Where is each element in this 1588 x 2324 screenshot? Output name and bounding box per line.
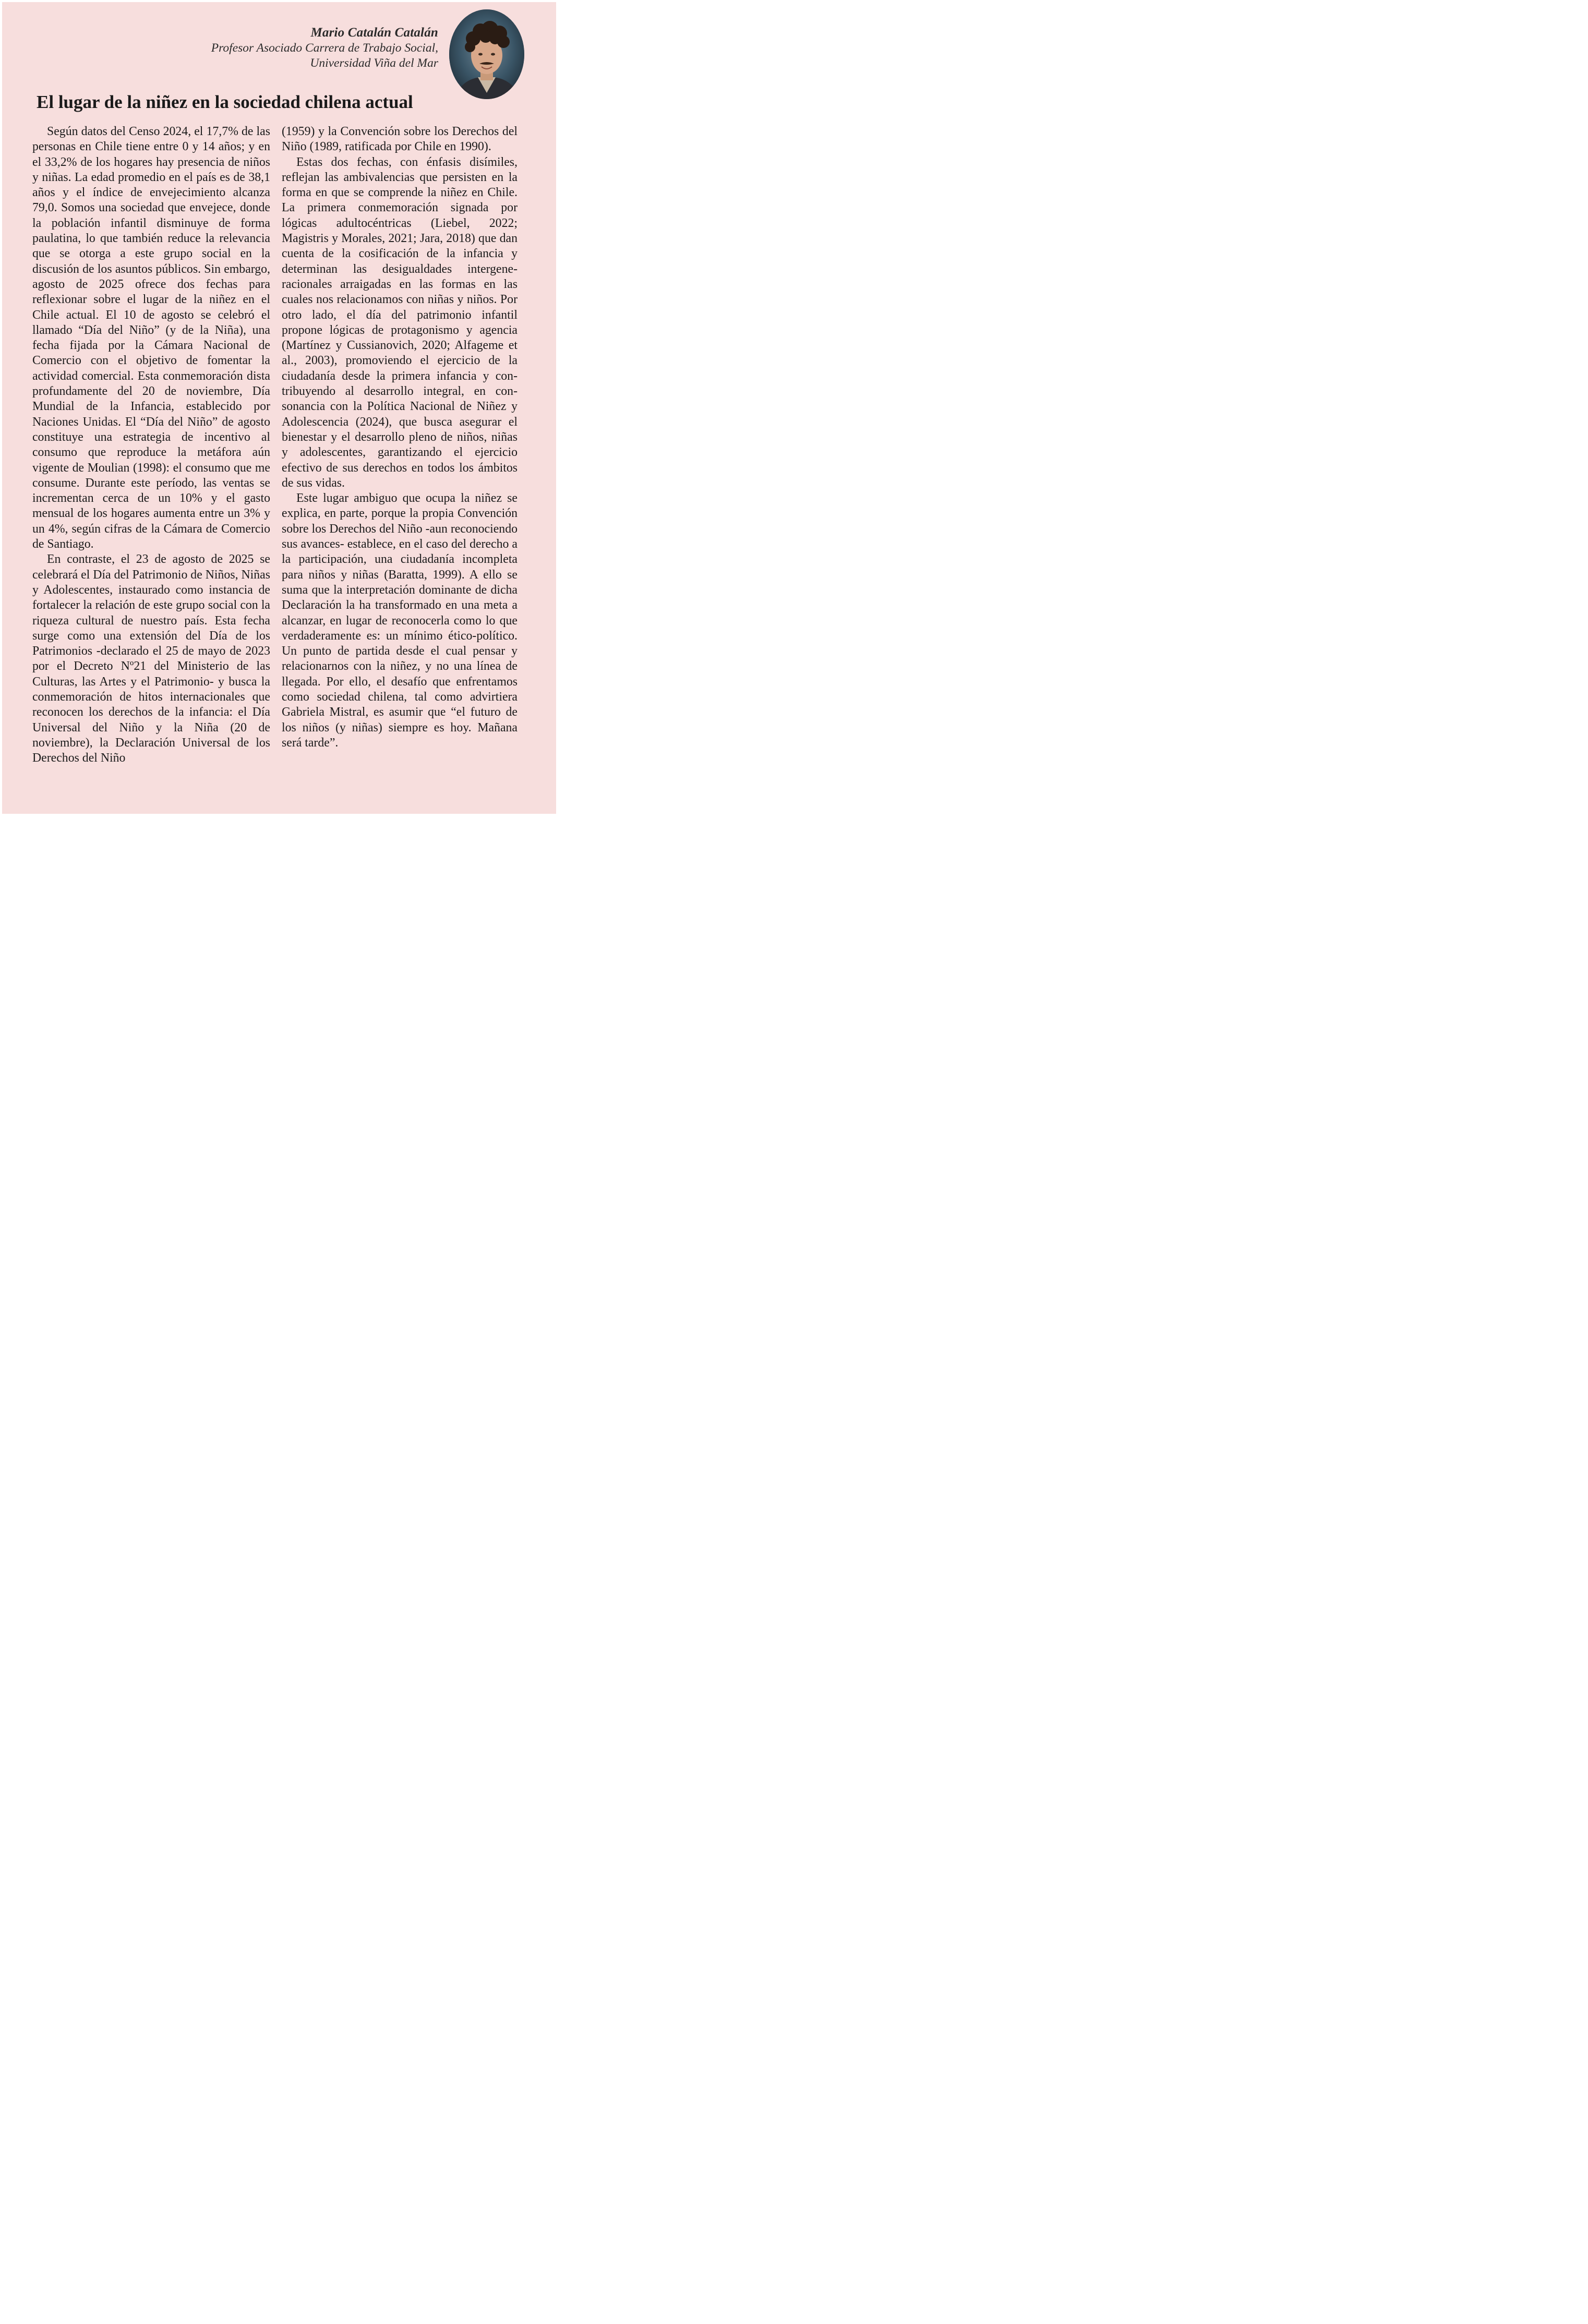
right-column <box>282 124 518 751</box>
paragraph: Según datos del Censo 2024, el 17,7% de las personas en Chile tiene entre 0 y 14 años; y en el 33,2% de los hogares hay presencia de niños y niñas. La edad promedio en el país es de 38,1 años y el índice de envejecimiento alcanza 79,0. Somos una sociedad que envejece, donde la población infantil disminuye de forma paulatina, lo que también reduce la relevancia que se otorga a este grupo social en la discusión de los asuntos públicos. Sin embargo, agosto de 2025 ofrece dos fechas para reflexionar sobre el lugar de la niñez en el Chile actual. El 10 de agosto se celebró el llamado “Día del Niño” (y de la Niña), una fecha fijada por la Cámara Nacional de Comercio con el objetivo de fomentar la actividad comercial. Esta conmemoración dista profundamente del 20 de noviembre, Día Mundial de la Infancia, establecido por Naciones Unidas. El “Día del Niño” de agosto constituye una estrategia de incentivo al consumo que reproduce la metáfora aún vigente de Moulian (1998): el consumo que me consume. Durante este período, las ventas se incrementan cerca de un 10% y el gasto mensual de los hogares aumenta entre un 3% y un 4%, según cifras de la Cámara de Comercio de Santiago. <box>32 125 270 551</box>
article-page <box>2 2 556 814</box>
author-role-line1: Profesor Asociado Carrera de Trabajo Social, <box>211 41 438 55</box>
author-role-line2: Universidad Viña del Mar <box>310 56 438 70</box>
left-column <box>32 124 270 766</box>
author-portrait <box>449 9 524 99</box>
paragraph-continued: (1959) y la Convención sobre los Derechos del Niño (1989, ratificada por Chile en 1990). <box>282 125 518 154</box>
article-title: El lugar de la niñez en la sociedad chilena actual <box>37 92 413 112</box>
paragraph: Estas dos fechas, con énfasis disímiles, reflejan las ambivalencias que persisten en la forma en que se comprende la niñez en Chile. La primera conmemoración signada por lógicas adultocéntricas (Liebel, 2022; Magistris y Morales, 2021; Jara, 2018) que dan cuenta de la cosificación de la infancia y determinan las desigualdades intergeneracionales arraigadas en las formas en las cuales nos relacionamos con niñas y niños. Por otro lado, el día del patrimonio infantil propone lógicas de protagonismo y agencia (Martínez y Cussianovich, 2020; Alfageme et al., 2003), promoviendo el ejercicio de la ciudadanía desde la primera infancia y contribuyendo al desarrollo integral, en consonancia con la Política Nacional de Niñez y Adolescencia (2024), que busca asegurar el bienestar y el desarrollo pleno de niños, niñas y adolescentes, garantizando el ejercicio efectivo de sus derechos en todos los ámbitos de sus vidas. <box>282 155 518 490</box>
author-byline <box>211 25 438 71</box>
author-name: Mario Catalán Catalán <box>310 26 438 40</box>
paragraph: En contraste, el 23 de agosto de 2025 se celebrará el Día del Patrimonio de Niños, Niñas y Adolescentes, instaurado como instancia de fortalecer la relación de este grupo social con la riqueza cultural de nuestro país. Esta fecha surge como una extensión del Día de los Patrimonios -declarado el 25 de mayo de 2023 por el Decreto Nº21 del Ministerio de las Culturas, las Artes y el Patrimonio- y busca la conmemoración de hitos internacionales que reconocen los derechos de la infancia: el Día Universal del Niño y la Niña (20 de noviembre), la Declaración Universal de los Derechos del Niño <box>32 552 270 765</box>
paragraph: Este lugar ambiguo que ocupa la niñez se explica, en parte, porque la propia Convención sobre los Derechos del Niño -aun reconociendo sus avances- establece, en el caso del derecho a la participación, una ciudadanía incompleta para niños y niñas (Baratta, 1999). A ello se suma que la interpretación dominante de dicha Declaración la ha transformado en una meta a alcanzar, en lugar de reconocerla como lo que verdaderamente es: un mínimo ético-político. Un punto de partida desde el cual pensar y relacionarnos con la niñez, y no una línea de llegada. Por ello, el desafío que enfrentamos como sociedad chilena, tal como advirtiera Gabriela Mistral, es asumir que “el futuro de los niños (y niñas) siempre es hoy. Mañana será tarde”. <box>282 491 518 750</box>
